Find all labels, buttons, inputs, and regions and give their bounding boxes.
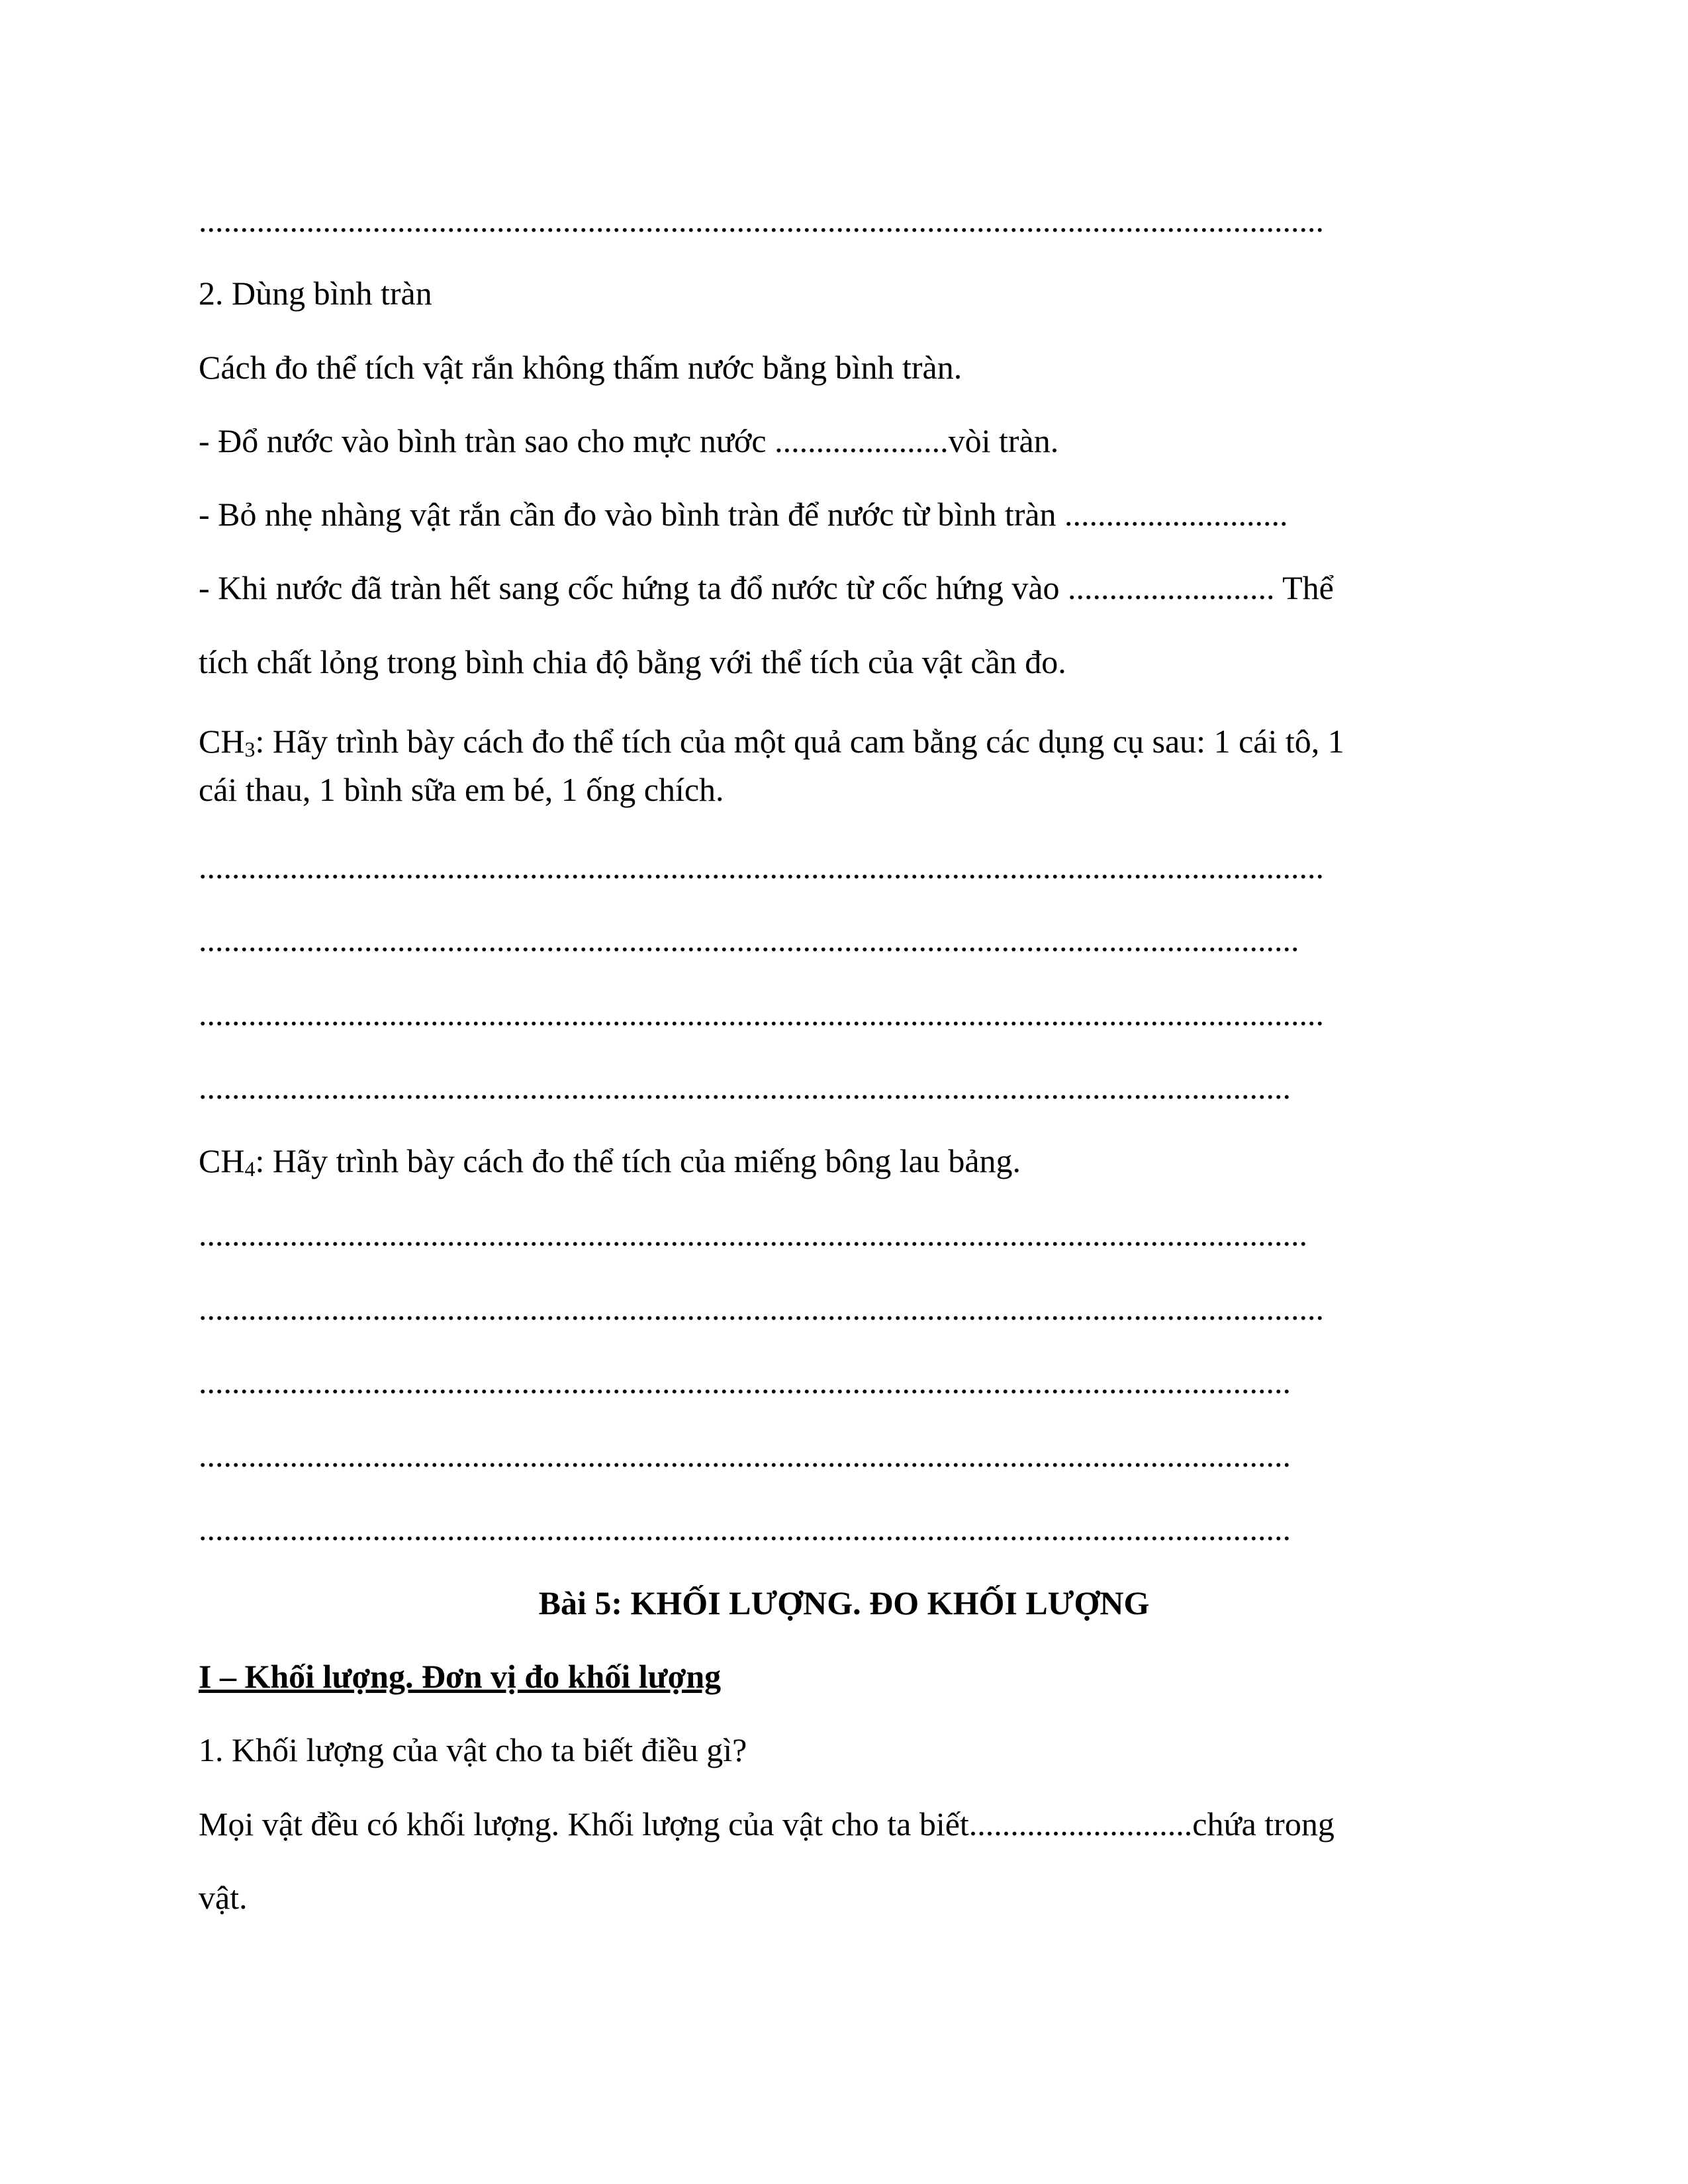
answer-line: ....................................................................................................................................: [199, 1363, 1291, 1400]
answer-line: ....................................................................................................................................: [199, 1437, 1291, 1474]
question-ch4: [199, 1141, 1021, 1181]
question-label-subscript: 3: [244, 737, 256, 761]
question-label: CH: [199, 723, 245, 760]
lesson-title: Bài 5: KHỐI LƯỢNG. ĐO KHỐI LƯỢNG: [538, 1584, 1150, 1621]
section-heading: 2. Dùng bình tràn: [199, 275, 432, 312]
paragraph: Cách đo thể tích vật rắn không thấm nước bằng bình tràn.: [199, 349, 962, 386]
question-label-subscript: 4: [244, 1157, 256, 1181]
section-title: I – Khối lượng. Đơn vị đo khối lượng: [199, 1658, 722, 1695]
paragraph: vật.: [199, 1879, 248, 1916]
question-text: : Hãy trình bày cách đo thể tích của miếng bông lau bảng.: [255, 1142, 1021, 1179]
step-text: tích chất lỏng trong bình chia độ bằng với thể tích của vật cần đo.: [199, 643, 1066, 680]
answer-line: ........................................................................................................................................: [199, 995, 1324, 1032]
question-text-continued: cái thau, 1 bình sữa em bé, 1 ống chích.: [199, 771, 724, 808]
answer-line: ....................................................................................................................................: [199, 1510, 1291, 1547]
step-text: - Đổ nước vào bình tràn sao cho mực nước .....................vòi tràn.: [199, 422, 1059, 459]
answer-line: ........................................................................................................................................: [199, 1290, 1324, 1327]
step-text: - Khi nước đã tràn hết sang cốc hứng ta đổ nước từ cốc hứng vào ......................... Thể: [199, 569, 1334, 606]
question-text: 1. Khối lượng của vật cho ta biết điều gì?: [199, 1731, 747, 1768]
step-text: - Bỏ nhẹ nhàng vật rắn cần đo vào bình tràn để nước từ bình tràn ...........................: [199, 496, 1288, 533]
answer-line: .....................................................................................................................................: [199, 921, 1299, 958]
question-label: CH: [199, 1142, 245, 1179]
answer-line: ........................................................................................................................................: [199, 202, 1324, 239]
answer-line: ....................................................................................................................................: [199, 1069, 1291, 1106]
paragraph: Mọi vật đều có khối lượng. Khối lượng của vật cho ta biết...........................chứa trong: [199, 1805, 1335, 1843]
answer-line: ......................................................................................................................................: [199, 1216, 1307, 1253]
answer-line: ........................................................................................................................................: [199, 848, 1324, 886]
question-text: : Hãy trình bày cách đo thể tích của một quả cam bằng các dụng cụ sau: 1 cái tô, 1: [255, 723, 1344, 760]
question-ch3: [199, 721, 1344, 761]
